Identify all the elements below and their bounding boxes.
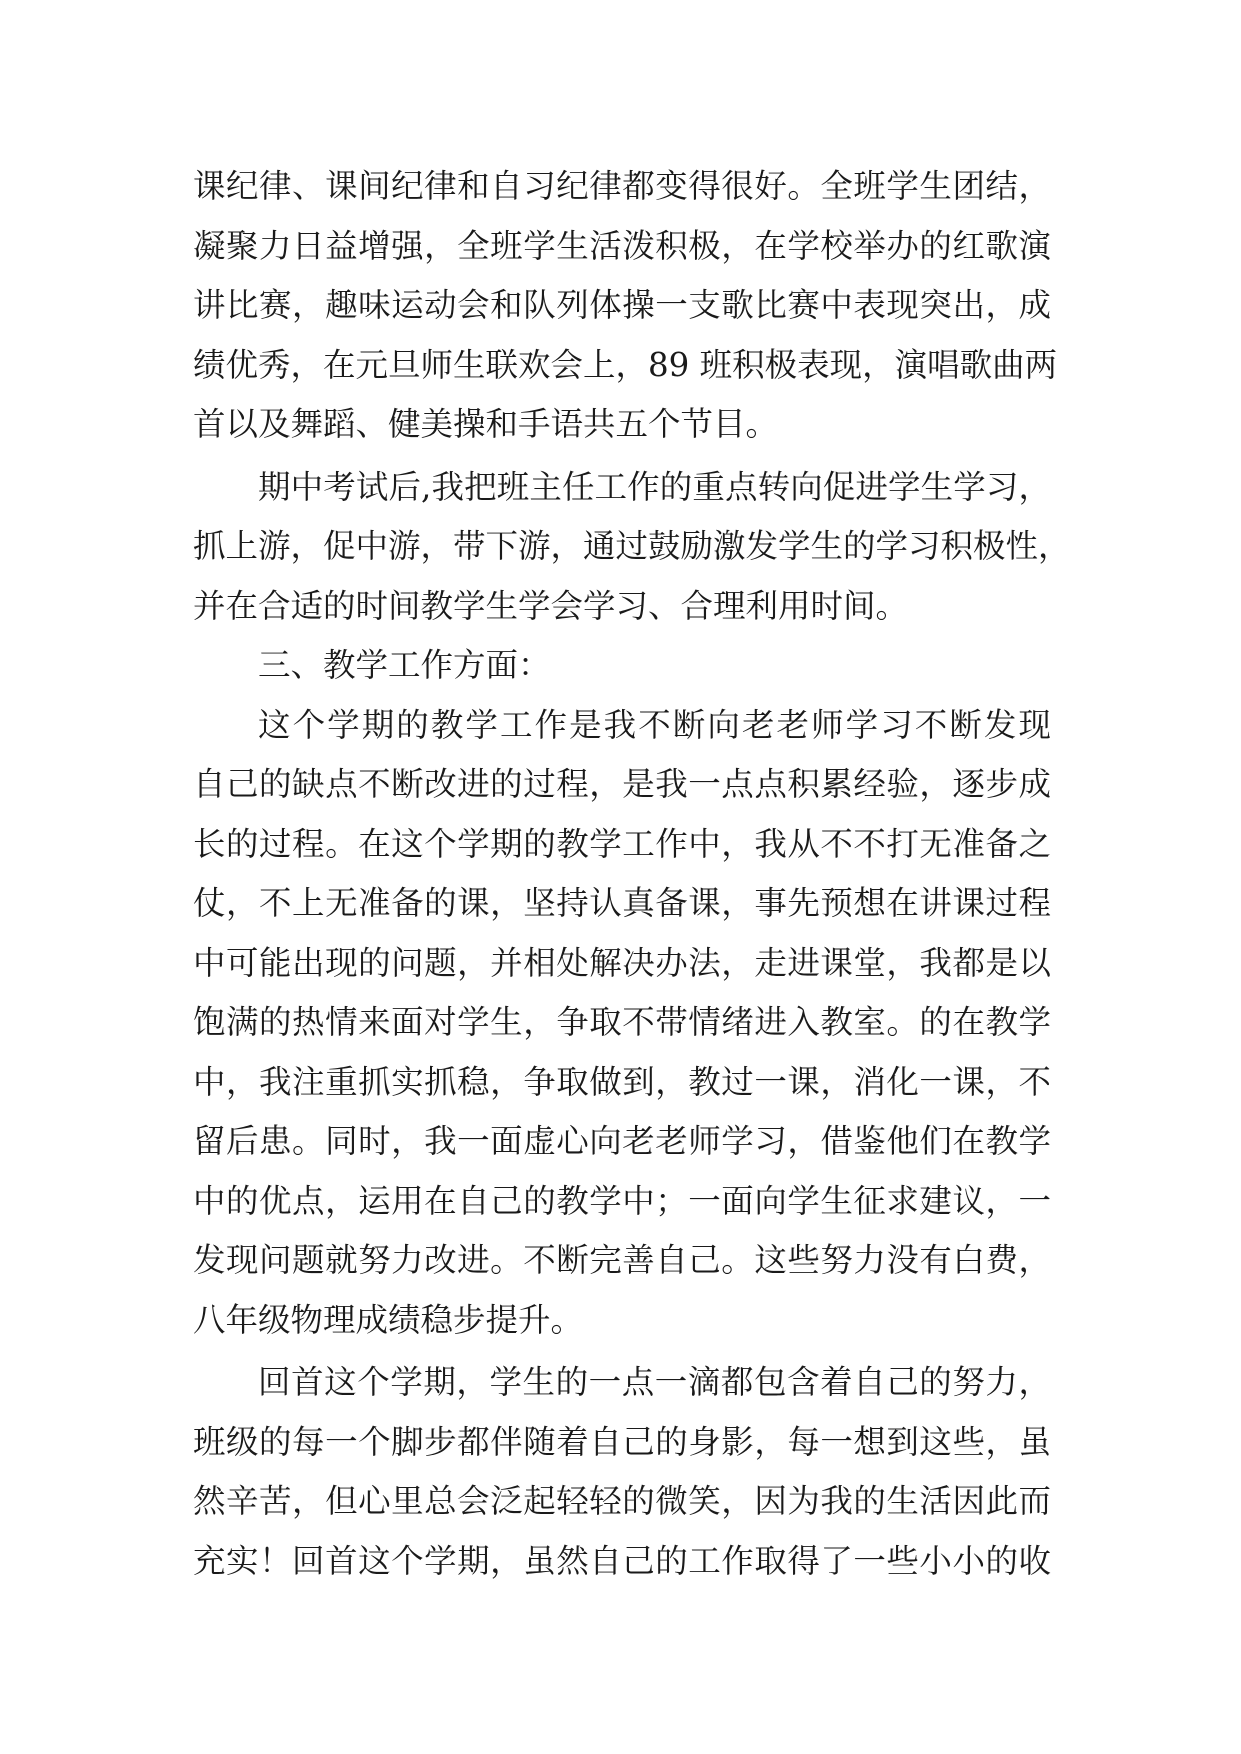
text-line: 发现问题就努力改进。不断完善自己。这些努力没有白费，: [193, 1241, 1051, 1279]
section-heading: 三、教学工作方面：: [258, 646, 551, 684]
text-line: 期中考试后,我把班主任工作的重点转向促进学生学习，: [258, 467, 1051, 506]
text-line: 仗，不上无准备的课，坚持认真备课，事先预想在讲课过程: [193, 884, 1051, 922]
text-line: 然辛苦，但心里总会泛起轻轻的微笑，因为我的生活因此而: [193, 1482, 1051, 1520]
text-line: 中可能出现的问题，并相处解决办法，走进课堂，我都是以: [193, 943, 1051, 982]
text-line: 中的优点，运用在自己的教学中；一面向学生征求建议，一: [193, 1181, 1051, 1220]
text-line: 并在合适的时间教学生学会学习、合理利用时间。: [193, 586, 909, 625]
text-line: 中，我注重抓实抓稳，争取做到，教过一课，消化一课，不: [193, 1062, 1051, 1101]
text-line: 饱满的热情来面对学生，争取不带情绪进入教室。的在教学: [193, 1003, 1051, 1041]
text-line: 充实！回首这个学期，虽然自己的工作取得了一些小小的收: [193, 1541, 1051, 1580]
text-line: 首以及舞蹈、健美操和手语共五个节目。: [193, 405, 779, 443]
text-line: 讲比赛，趣味运动会和队列体操一支歌比赛中表现突出，成: [193, 286, 1051, 324]
text-line: 抓上游，促中游，带下游，通过鼓励激发学生的学习积极性，: [193, 527, 1071, 565]
text-line: 绩优秀，在元旦师生联欢会上，89 班积极表现，演唱歌曲两: [193, 345, 1058, 384]
text-line: 这个学期的教学工作是我不断向老老师学习不断发现: [258, 705, 1051, 744]
text-line: 长的过程。在这个学期的教学工作中，我从不不打无准备之: [193, 824, 1051, 863]
text-line: 班级的每一个脚步都伴随着自己的身影，每一想到这些，虽: [193, 1422, 1051, 1461]
document-body: [193, 157, 1071, 1591]
text-line: 回首这个学期，学生的一点一滴都包含着自己的努力，: [258, 1363, 1051, 1401]
text-line: 凝聚力日益增强，全班学生活泼积极，在学校举办的红歌演: [193, 226, 1051, 265]
text-line: 课纪律、课间纪律和自习纪律都变得很好。全班学生团结，: [193, 167, 1051, 205]
text-line: 留后患。同时，我一面虚心向老老师学习，借鉴他们在教学: [193, 1122, 1051, 1160]
text-line: 八年级物理成绩稳步提升。: [193, 1300, 584, 1339]
text-line: 自己的缺点不断改进的过程，是我一点点积累经验，逐步成: [193, 765, 1051, 803]
